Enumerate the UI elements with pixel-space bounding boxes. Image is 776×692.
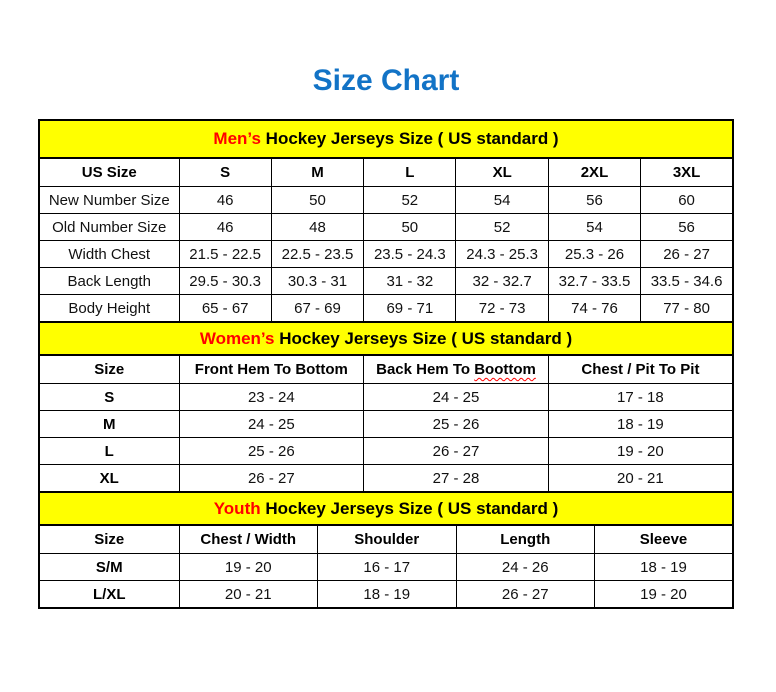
size-cell: 77 - 80 (641, 295, 733, 323)
size-cell: 19 - 20 (179, 554, 318, 581)
size-cell: 74 - 76 (548, 295, 640, 323)
column-header: M (271, 158, 363, 187)
size-cell: 25 - 26 (179, 438, 364, 465)
size-cell: 21.5 - 22.5 (179, 241, 271, 268)
row-label: S/M (39, 554, 179, 581)
row-label: Back Length (39, 268, 179, 295)
size-cell: 32 - 32.7 (456, 268, 548, 295)
row-label: M (39, 411, 179, 438)
column-header: Size (39, 355, 179, 384)
size-cell: 32.7 - 33.5 (548, 268, 640, 295)
size-cell: 20 - 21 (179, 581, 318, 609)
section-band-mens (39, 120, 733, 158)
size-cell: 52 (456, 214, 548, 241)
size-tables (38, 119, 734, 609)
row-label: L (39, 438, 179, 465)
column-header: L (364, 158, 456, 187)
size-cell: 26 - 27 (179, 465, 364, 493)
row-label: Body Height (39, 295, 179, 323)
size-cell: 29.5 - 30.3 (179, 268, 271, 295)
size-cell: 16 - 17 (318, 554, 457, 581)
size-cell: 25 - 26 (364, 411, 549, 438)
table-row (39, 554, 733, 581)
section-band-row (39, 322, 733, 355)
size-cell: 54 (456, 187, 548, 214)
size-cell: 24 - 25 (179, 411, 364, 438)
column-header: US Size (39, 158, 179, 187)
column-header: Chest / Pit To Pit (548, 355, 733, 384)
size-cell: 33.5 - 34.6 (641, 268, 733, 295)
size-cell: 17 - 18 (548, 384, 733, 411)
column-header-row (39, 355, 733, 384)
table-row (39, 384, 733, 411)
section-band-text: Hockey Jerseys Size ( US standard ) (260, 498, 559, 518)
size-cell: 60 (641, 187, 733, 214)
section-band-accent: Youth (213, 498, 261, 518)
section-band-text: Hockey Jerseys Size ( US standard ) (260, 129, 559, 148)
size-cell: 18 - 19 (318, 581, 457, 609)
column-header-row (39, 525, 733, 554)
row-label: New Number Size (39, 187, 179, 214)
column-header: Length (456, 525, 595, 554)
womens-size-table (38, 321, 734, 493)
size-cell: 26 - 27 (456, 581, 595, 609)
section-band-accent: Men’s (213, 129, 261, 148)
column-header: S (179, 158, 271, 187)
size-cell: 20 - 21 (548, 465, 733, 493)
size-cell: 72 - 73 (456, 295, 548, 323)
section-band-womens (39, 322, 733, 355)
size-cell: 54 (548, 214, 640, 241)
youth-size-table (38, 491, 734, 609)
column-header: XL (456, 158, 548, 187)
row-label: XL (39, 465, 179, 493)
column-header: Size (39, 525, 179, 554)
size-cell: 22.5 - 23.5 (271, 241, 363, 268)
table-row (39, 241, 733, 268)
size-cell: 31 - 32 (364, 268, 456, 295)
size-cell: 19 - 20 (548, 438, 733, 465)
table-row (39, 581, 733, 609)
table-row (39, 295, 733, 323)
section-band-row (39, 492, 733, 525)
size-cell: 26 - 27 (364, 438, 549, 465)
column-header: 3XL (641, 158, 733, 187)
size-cell: 67 - 69 (271, 295, 363, 323)
row-label: L/XL (39, 581, 179, 609)
size-cell: 23.5 - 24.3 (364, 241, 456, 268)
size-cell: 23 - 24 (179, 384, 364, 411)
row-label: S (39, 384, 179, 411)
section-band-text: Hockey Jerseys Size ( US standard ) (274, 328, 573, 348)
size-cell: 48 (271, 214, 363, 241)
size-cell: 65 - 67 (179, 295, 271, 323)
column-header: Back Hem To Boottom (364, 355, 549, 384)
size-cell: 18 - 19 (595, 554, 734, 581)
size-cell: 50 (364, 214, 456, 241)
size-cell: 46 (179, 214, 271, 241)
column-header: Shoulder (318, 525, 457, 554)
table-row (39, 438, 733, 465)
row-label: Old Number Size (39, 214, 179, 241)
size-cell: 24 - 26 (456, 554, 595, 581)
misspelled-word: Boottom (474, 361, 536, 378)
row-label: Width Chest (39, 241, 179, 268)
column-header: Sleeve (595, 525, 734, 554)
table-row (39, 465, 733, 493)
size-cell: 50 (271, 187, 363, 214)
size-cell: 69 - 71 (364, 295, 456, 323)
page-title: Size Chart (312, 64, 460, 97)
size-cell: 18 - 19 (548, 411, 733, 438)
size-cell: 19 - 20 (595, 581, 734, 609)
section-band-youth (39, 492, 733, 525)
column-header: Chest / Width (179, 525, 318, 554)
table-row (39, 268, 733, 295)
size-cell: 30.3 - 31 (271, 268, 363, 295)
column-header-row (39, 158, 733, 187)
size-cell: 52 (364, 187, 456, 214)
column-header: Front Hem To Bottom (179, 355, 364, 384)
table-row (39, 187, 733, 214)
mens-size-table (38, 119, 734, 323)
column-header: 2XL (548, 158, 640, 187)
size-cell: 56 (641, 214, 733, 241)
size-cell: 24 - 25 (364, 384, 549, 411)
size-cell: 27 - 28 (364, 465, 549, 493)
size-cell: 25.3 - 26 (548, 241, 640, 268)
table-row (39, 214, 733, 241)
size-cell: 26 - 27 (641, 241, 733, 268)
size-cell: 46 (179, 187, 271, 214)
section-band-row (39, 120, 733, 158)
size-cell: 56 (548, 187, 640, 214)
section-band-accent: Women’s (199, 328, 275, 348)
size-cell: 24.3 - 25.3 (456, 241, 548, 268)
table-row (39, 411, 733, 438)
